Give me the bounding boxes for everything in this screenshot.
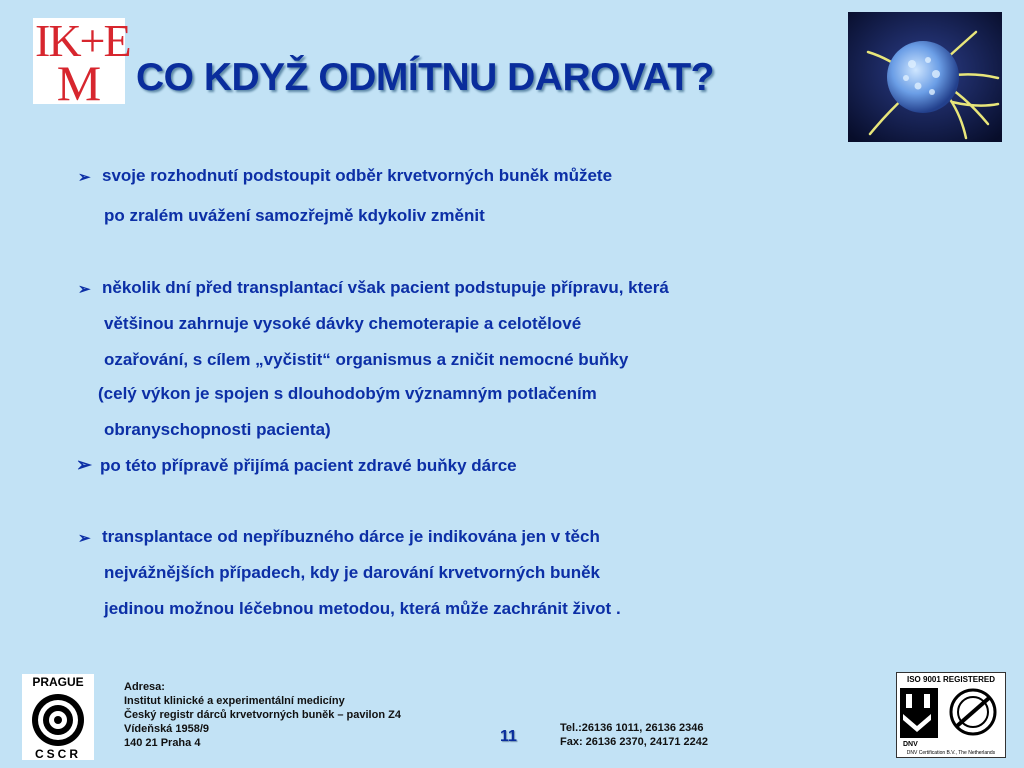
contact-line: Tel.:26136 1011, 26136 2346 — [560, 722, 704, 734]
iso-heading: ISO 9001 REGISTERED — [906, 675, 996, 684]
bullet-4-line-1: transplantace od nepříbuzného dárce je indikována jen v těch — [102, 527, 600, 546]
footer-address — [124, 680, 401, 750]
iso-certification-badge — [896, 672, 1006, 758]
bullet-arrow-icon: ➢ — [78, 169, 91, 186]
ikem-logo-line1: IK+E — [35, 15, 130, 66]
svg-text:PRAGUE: PRAGUE — [32, 675, 84, 689]
page-title: CO KDYŽ ODMÍTNU DAROVAT? — [136, 56, 715, 99]
bullet-arrow-icon: ➢ — [78, 281, 91, 298]
prague-cscr-logo — [22, 674, 94, 760]
iso-footnote: DNV Certification B.V., The Netherlands — [906, 750, 996, 756]
bullet-1-line-2: po zralém uvážení samozřejmě kdykoliv změnit — [104, 206, 485, 225]
bullet-arrow-icon: ➢ — [76, 455, 92, 476]
footer-contact — [560, 721, 708, 749]
bullet-2-line-5: obranyschopnosti pacienta) — [104, 420, 331, 439]
dnv-label: DNV — [903, 741, 918, 748]
iso-seal-icon — [897, 686, 1005, 748]
bullet-2-line-3: ozařování, s cílem „vyčistit“ organismus a zničit nemocné buňky — [104, 350, 629, 369]
bullet-4-line-3: jedinou možnou léčebnou metodou, která může zachránit život . — [104, 599, 621, 618]
contact-line: Fax: 26136 2370, 24171 2242 — [560, 736, 709, 748]
address-line: Vídeňská 1958/9 — [124, 723, 210, 735]
address-line: 140 21 Praha 4 — [124, 737, 201, 749]
ikem-logo — [33, 15, 130, 111]
address-line: Institut klinické a experimentální medicíny — [124, 695, 345, 707]
stem-cell-image — [848, 12, 1002, 142]
bullet-2-line-2: většinou zahrnuje vysoké dávky chemoterapie a celotělové — [104, 314, 582, 333]
svg-text:CSCR: CSCR — [34, 747, 82, 760]
ikem-logo-line2: M — [56, 55, 102, 111]
bullet-1-line-1: svoje rozhodnutí podstoupit odběr krvetvorných buněk můžete — [102, 166, 613, 185]
bullet-arrow-icon: ➢ — [78, 530, 91, 547]
address-line: Adresa: — [124, 681, 165, 693]
address-line: Český registr dárců krvetvorných buněk – pavilon Z4 — [124, 709, 401, 721]
bullet-4-line-2: nejvážnějších případech, kdy je darování krvetvorných buněk — [104, 563, 601, 582]
bullet-3-line-1: po této přípravě přijímá pacient zdravé buňky dárce — [100, 456, 517, 475]
bullet-2-line-1: několik dní před transplantací však pacient podstupuje přípravu, která — [102, 278, 669, 297]
bullet-2-line-4: (celý výkon je spojen s dlouhodobým významným potlačením — [98, 384, 597, 403]
page-number: 11 — [500, 728, 517, 745]
